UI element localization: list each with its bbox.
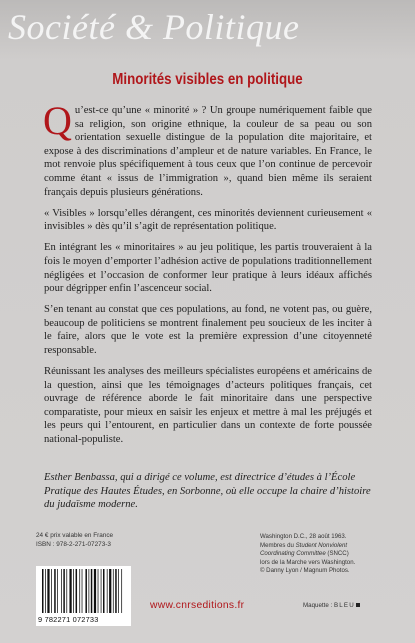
book-title: Minorités visibles en politique — [112, 71, 303, 88]
drop-cap: Q — [43, 98, 72, 143]
photo-credits — [260, 533, 400, 576]
paragraph-3: En intégrant les « minoritaires » au jeu politique, les partis trouveraient à la fois le moyen d’emporter l’adhésion active de populations traditionnellement négligées et l’occasion de conformer leur pratique à leurs idéaux affichés pour dégripper enfin l’ascenceur social. — [44, 242, 372, 295]
price-line: 24 € prix valable en France — [36, 532, 114, 539]
credit-line-2-a: Membres du — [260, 541, 296, 549]
studio-square-icon — [356, 603, 360, 607]
paragraph-1-text: u’est-ce qu’une « minorité » ? Un groupe numériquement faible que sa religion, son origine ethnique, la couleur de sa peau ou son orientation sexuelle distingue de la population dite majoritaire, et expose à des discriminations d’ampleur et de nature variables. En France, le mot renvoie plus spécifiquement à tous ceux que l’on continue de percevoir comme étant « issus de l’immigration », quand bien même ils seraient français depuis plusieurs générations. — [44, 105, 372, 198]
paragraph-2: « Visibles » lorsqu’elles dérangent, ces minorités deviennent curieusement « invisibles » dès qu’il s’agit de représentation politique. — [44, 207, 372, 233]
blurb — [43, 98, 372, 454]
series-title: Société & Politique — [8, 7, 300, 47]
credit-line-2-b: Student Nonviolent — [295, 541, 348, 549]
paragraph-1 — [43, 98, 372, 199]
credit-line-3 — [260, 550, 400, 559]
credit-line-3-b: (SNCC) — [325, 550, 349, 557]
maquette-credit — [303, 602, 360, 609]
credit-line-2 — [260, 542, 400, 551]
credit-line-1: Washington D.C., 28 août 1963. — [260, 533, 347, 540]
price-block — [36, 532, 113, 549]
maquette-label: Maquette : — [303, 602, 334, 609]
barcode-bars — [42, 569, 125, 615]
credit-line-4: lors de la Marche vers Washington. — [260, 558, 356, 566]
maquette-studio: BLEU — [333, 602, 355, 609]
credit-line-3-a: Coordinating Committee — [260, 550, 326, 557]
barcode — [36, 566, 131, 626]
paragraph-5: Réunissant les analyses des meilleurs spécialistes européens et américains de la question, ainsi que les témoignages d’acteurs politiques français, cet ouvrage de référence aborde le fait minoritaire dans une perspective comparatiste, pour mieux en saisir les enjeux et mettre à mal les préjugés et les peurs qui l’entourent, en particulier dans un contexte de forte poussée national-populiste. — [44, 366, 372, 446]
paragraph-4: S’en tenant au constat que ces populations, au fond, ne votent pas, ou guère, beaucoup de politiciens se montrent finalement peu soucieux de les inciter à le faire, alors que le vote est la première expression d’une citoyenneté responsable. — [44, 304, 372, 356]
editor-bio: Esther Benbassa, qui a dirigé ce volume, est directrice d’études à l’École Pratique des Hautes Études, en Sorbonne, où elle occupe la chaire d’histoire du judaïsme moderne. — [44, 472, 371, 511]
publisher-website[interactable]: www.cnrseditions.fr — [150, 600, 245, 611]
barcode-number: 9 782271 072733 — [38, 615, 99, 624]
credit-line-5: © Danny Lyon / Magnum Photos. — [260, 567, 350, 574]
isbn-line: ISBN : 978-2-271-07273-3 — [36, 540, 111, 548]
